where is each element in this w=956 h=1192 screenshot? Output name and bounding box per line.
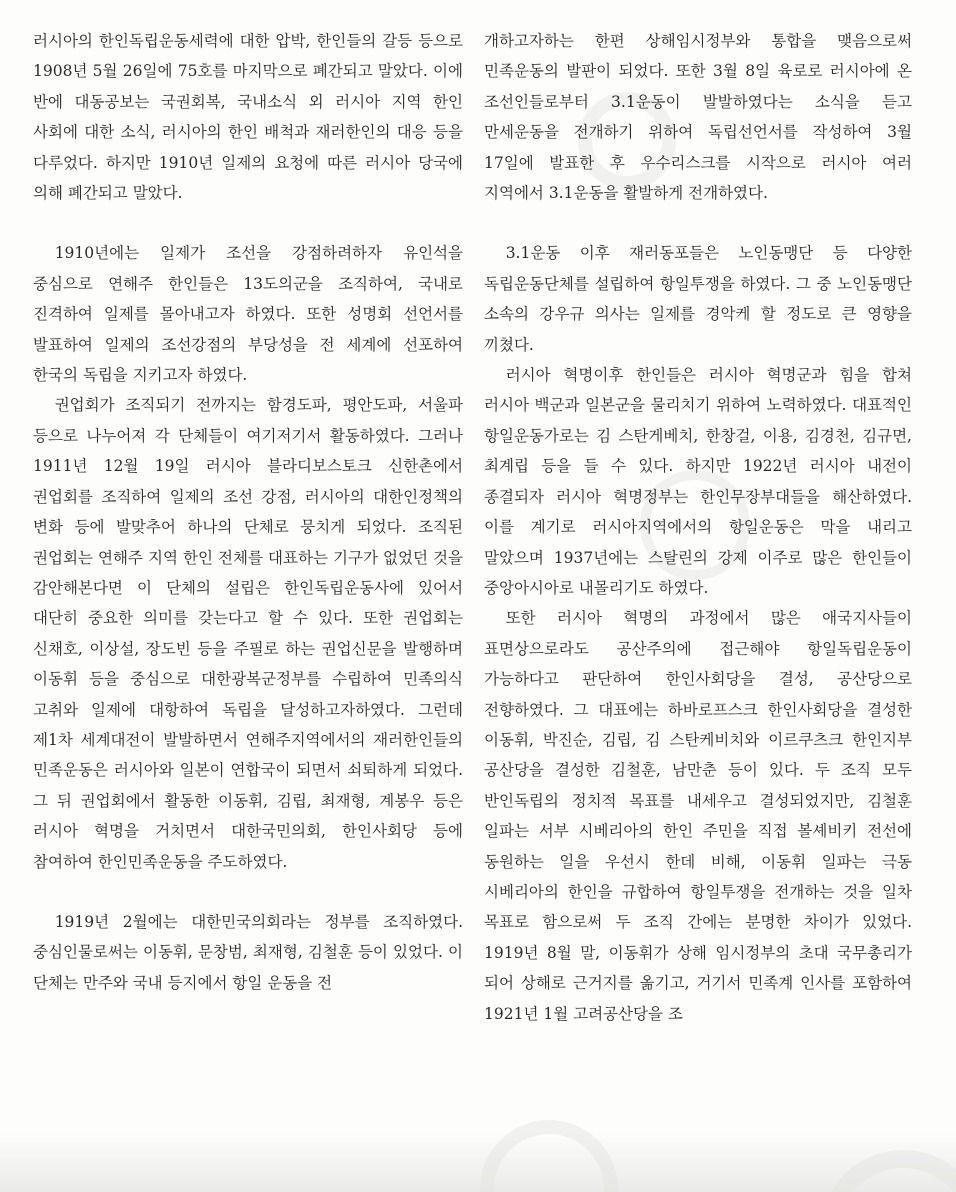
- paragraph: 러시아 혁명이후 한인들은 러시아 혁명군과 힘을 합쳐 러시아 백군과 일본군을 물리치기 위하여 노력하였다. 대표적인 항일운동가로는 김 스탄게베치, 한창걸, 이용, 김경천, 김규면, 최계립 등을 들 수 있다. 하지만 1922년 러시아 내전이 종결되자 러시아 혁명정부는 한인무장부대들을 해산하였다. 이를 계기로 러시아지역에서의 항일운동은 막을 내리고 말았으며 1937년에는 스탈린의 강제 이주로 많은 한인들이 중앙아시아로 내몰리기도 하였다.: [484, 366, 912, 597]
- paragraph: 1919년 2월에는 대한민국의회라는 정부를 조직하였다. 중심인물로써는 이동휘, 문창범, 최재형, 김철훈 등이 있었다. 이 단체는 만주와 국내 등지에서 항일 운동을 전: [33, 912, 463, 992]
- paragraph-continuation: 러시아의 한인독립운동세력에 대한 압박, 한인들의 갈등 등으로 1908년 5월 26일에 75호를 마지막으로 폐간되고 말았다. 이에 반에 대동공보는 국권회복, 국내소식 외 러시아 지역 한인 사회에 대한 소식, 러시아의 한인 배척과 재러한인의 대응 등을 다루었다. 하지만 1910년 일제의 요청에 따른 러시아 당국에 의해 폐간되고 말았다.: [33, 32, 463, 203]
- right-column: [484, 26, 912, 1029]
- page-bottom-shadow: [0, 1132, 956, 1192]
- paragraph: 권업회가 조직되기 전까지는 함경도파, 평안도파, 서울파 등으로 나누어져 각 단체들이 여기저기서 활동하였다. 그러나 1911년 12월 19일 러시아 블라디보스토크 신한촌에서 권업회를 조직하여 일제의 조선 강점, 러시아의 대한인정책의 변화 등에 발맞추어 하나의 단체로 뭉치게 되었다. 조직된 권업회는 연해주 지역 한인 전체를 대표하는 기구가 없었던 것을 감안해본다면 이 단체의 설립은 한인독립운동사에 있어서 대단히 중요한 의미를 갖는다고 할 수 있다. 또한 권업회는 신채호, 이상설, 장도빈 등을 주필로 하는 권업신문을 발행하며 이동휘 등을 중심으로 대한광복군정부를 수립하여 민족의식 고취와 일제에 대항하여 독립을 달성하고자하였다. 그런데 제1차 세계대전이 발발하면서 연해주지역에서의 재러한인들의 민족운동은 러시아와 일본이 연합국이 되면서 쇠퇴하게 되었다. 그 뒤 권업회에서 활동한 이동휘, 김립, 최재형, 계봉우 등은 러시아 혁명을 거치면서 대한국민의회, 한인사회당 등에 참여하여 한인민족운동을 주도하였다.: [33, 396, 463, 871]
- paragraph: 1910년에는 일제가 조선을 강점하려하자 유인석을 중심으로 연해주 한인들은 13도의군을 조직하여, 국내로 진격하여 일제를 몰아내고자 하였다. 또한 성명회 선언서를 발표하여 일제의 조선강점의 부당성을 전 세계에 선포하여 한국의 독립을 지키고자 하였다.: [33, 244, 463, 385]
- paragraph: 또한 러시아 혁명의 과정에서 많은 애국지사들이 표면상으로라도 공산주의에 접근해야 항일독립운동이 가능하다고 판단하여 한인사회당을 결성, 공산당으로 전향하였다. 그 대표에는 하바로프스크 한인사회당을 결성한 이동휘, 박진순, 김립, 김 스탄케비치와 이르쿠츠크 한인지부 공산당을 결성한 김철훈, 남만춘 등이 있다. 두 조직 모두 반인독립의 정치적 목표를 내세우고 결성되었지만, 김철훈 일파는 서부 시베리아의 한인 주민을 직접 볼셰비키 전선에 동원하는 일을 우선시 한데 비해, 이동휘 일파는 극동 시베리아의 한인을 규합하여 항일투쟁을 전개하는 것을 일차 목표로 함으로써 두 조직 간에는 분명한 차이가 있었다. 1919년 8월 말, 이동휘가 상해 임시정부의 초대 국무총리가 되어 상해로 근거지를 옮기고, 거기서 민족계 인사를 포함하여 1921년 1월 고려공산당을 조: [484, 609, 912, 1023]
- left-column: [33, 26, 463, 998]
- paragraph-continuation: 개하고자하는 한편 상해임시정부와 통합을 맺음으로써 민족운동의 발판이 되었다. 또한 3월 8일 육로로 러시아에 온 조선인들로부터 3.1운동이 발발하였다는 소식을 듣고 만세운동을 전개하기 위하여 독립선언서를 작성하여 3월 17일에 발표한 후 우수리스크를 시작으로 러시아 여러 지역에서 3.1운동을 활발하게 전개하였다.: [484, 32, 912, 203]
- paragraph: 3.1운동 이후 재러동포들은 노인동맹단 등 다양한 독립운동단체를 설립하여 항일투쟁을 하였다. 그 중 노인동맹단 소속의 강우규 의사는 일제를 경악케 할 정도로 큰 영향을 끼쳤다.: [484, 244, 912, 354]
